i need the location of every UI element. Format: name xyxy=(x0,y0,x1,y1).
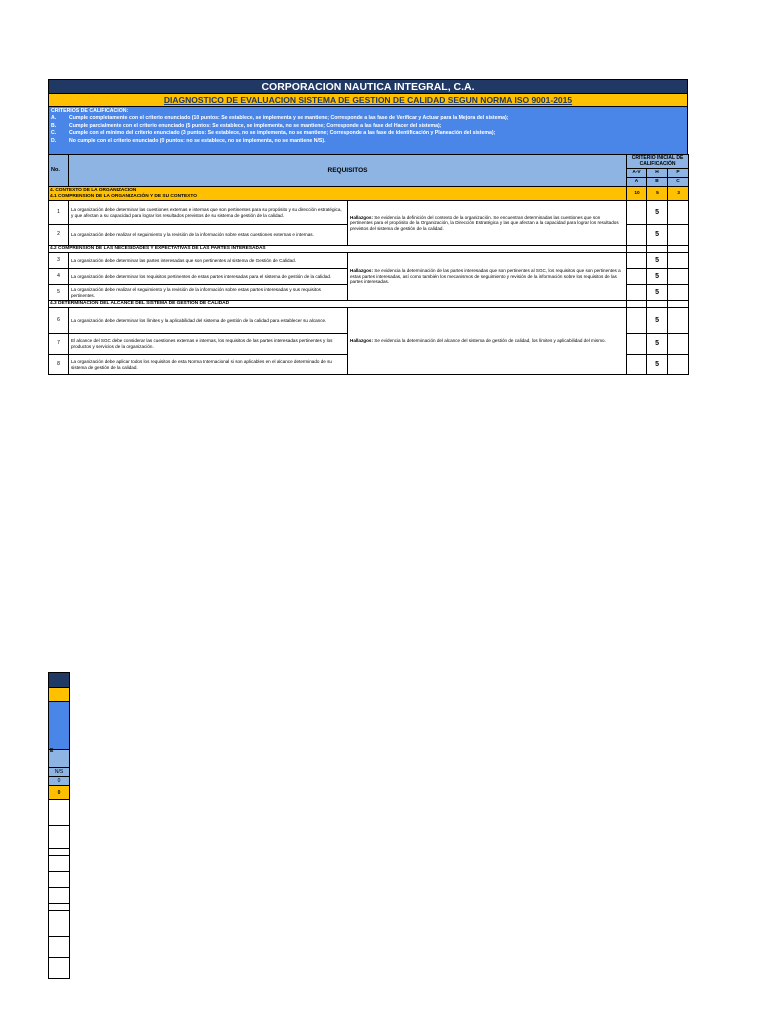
item-number: 2 xyxy=(49,225,69,246)
score-cell-a[interactable] xyxy=(627,285,647,301)
criteria-item: B. Cumple parcialmente con el criterio enunciado (5 puntos: Se establece, se implementa, no se mantiene; Corresponde a las fase del Hacer del sistema); xyxy=(51,122,442,129)
score-cell-c[interactable] xyxy=(668,225,689,246)
criteria-item: C. Cumple con el mínimo del criterio enunciado (3 puntos: Se establece, no se implementa, no se mantiene; Corresponde a las fase de identificación y Planeación del sistema); xyxy=(51,130,496,137)
fragment-cell xyxy=(49,888,69,904)
criteria-item: D. No cumple con el criterio enunciado (0 puntos: no se establece, no se implementa, no se mantiene N/S). xyxy=(51,137,326,144)
fragment-zero-a: 0 xyxy=(49,777,69,786)
fragment-header: E xyxy=(49,750,69,768)
requirement-text: La organización debe aplicar todos los requisitos de esta Norma Internacional si son aplicables en el alcance determinado de su sistema de gestión de la calidad. xyxy=(69,355,348,375)
company-title: CORPORACION NAUTICA INTEGRAL, C.A. xyxy=(48,79,688,93)
score-cell-a[interactable] xyxy=(627,308,647,334)
score-total-a: 10 xyxy=(627,187,647,201)
score-cell-a[interactable] xyxy=(627,334,647,355)
fragment-cell xyxy=(49,826,69,849)
hallazgo-cell: Hallazgos: Se evidencia la definición del contexto de la organización. Se encuentran determinadas las cuestiones que son pertinentes para el propósito de la Organización, la Dirección Estratégica y las que afectan a la capacidad para lograr los resultados previstos del sistema de gestión de la calidad. xyxy=(348,201,627,246)
col-no-header: No. xyxy=(49,155,69,187)
fragment-ns: N/S xyxy=(49,768,69,777)
criteria-block xyxy=(48,106,688,154)
score-cell-c[interactable] xyxy=(668,308,689,334)
fragment-navy xyxy=(49,673,69,688)
score-cell-a[interactable] xyxy=(627,201,647,225)
fragment-cell xyxy=(49,937,69,958)
col-av: A-V xyxy=(627,169,647,178)
requirement-text: El alcance del SGC debe considerar las cuestiones externas e internas, los requisitos de las partes interesadas pertinentes y los productos y servicios de la organización. xyxy=(69,334,348,355)
col-p: P xyxy=(668,169,689,178)
col-h: H xyxy=(647,169,668,178)
score-cell-b[interactable]: 5 xyxy=(647,355,668,375)
section-heading: 4.2 COMPRENSION DE LAS NECESIDADES Y EXPECTATIVAS DE LAS PARTES INTERESADAS xyxy=(49,246,627,253)
score-cell-c[interactable] xyxy=(668,334,689,355)
score-cell-c[interactable] xyxy=(668,269,689,285)
col-letter-c: C xyxy=(668,178,689,187)
item-number: 6 xyxy=(49,308,69,334)
section-heading: 4.3 DETERMINACION DEL ALCANCE DEL SISTEMA DE GESTION DE CALIDAD xyxy=(49,301,627,308)
section-heading: 4. CONTEXTO DE LA ORGANIZACION 4.1 COMPRENSION DE LA ORGANIZACIÓN Y DE SU CONTEXTO xyxy=(49,187,627,201)
col-letter-a: A xyxy=(627,178,647,187)
score-total-c: 3 xyxy=(668,187,689,201)
score-cell-c[interactable] xyxy=(668,285,689,301)
col-letter-b: B xyxy=(647,178,668,187)
page-fragment-column xyxy=(48,672,70,979)
fragment-cell xyxy=(49,958,69,978)
requirement-text: La organización debe determinar las partes interesadas que son pertinentes al sistema de Gestión de Calidad. xyxy=(69,253,348,269)
hallazgo-cell: Hallazgos: Se evidencia la determinación de las partes interesadas que son pertinentes al SGC, los requisitos que son pertinentes a estas partes interesadas, así como también los mecanismos de seguimiento y revisión de la información sobre los requisitos de las partes interesadas. xyxy=(348,253,627,301)
col-requisitos-header: REQUISITOS xyxy=(69,155,627,187)
score-cell-b[interactable]: 5 xyxy=(647,269,668,285)
fragment-cell xyxy=(49,856,69,872)
evaluation-sheet xyxy=(48,79,688,375)
score-cell-b[interactable]: 5 xyxy=(647,308,668,334)
score-cell-b[interactable]: 5 xyxy=(647,201,668,225)
requirements-table xyxy=(48,154,689,375)
fragment-cell xyxy=(49,800,69,826)
score-cell-b[interactable]: 5 xyxy=(647,334,668,355)
item-number: 3 xyxy=(49,253,69,269)
score-cell-a[interactable] xyxy=(627,355,647,375)
requirement-text: La organización debe determinar las cuestiones externas e internas que son pertinentes para su propósito y su dirección estratégica, y que afectan a su capacidad para lograr los resultados previstos de su sistema de gestión de la calidad. xyxy=(69,201,348,225)
score-cell-c[interactable] xyxy=(668,355,689,375)
document-subtitle: DIAGNOSTICO DE EVALUACION SISTEMA DE GESTION DE CALIDAD SEGUN NORMA ISO 9001-2015 xyxy=(48,93,688,106)
fragment-blue xyxy=(49,702,69,750)
score-cell-a[interactable] xyxy=(627,225,647,246)
fragment-cell xyxy=(49,911,69,937)
score-total-b: 5 xyxy=(647,187,668,201)
score-cell-b[interactable]: 5 xyxy=(647,225,668,246)
requirement-text: La organización debe realizar el seguimiento y la revisión de la información sobre estas cuestiones externas e internas. xyxy=(69,225,348,246)
hallazgo-cell: Hallazgos: Se evidencia la determinación del alcance del sistema de gestión de calidad, los límites y aplicabilidad del mismo. xyxy=(348,308,627,375)
item-number: 7 xyxy=(49,334,69,355)
score-cell-b[interactable]: 5 xyxy=(647,285,668,301)
requirement-text: La organización debe realizar el seguimiento y la revisión de la información sobre estas partes interesadas y sus requisitos pertinentes. xyxy=(69,285,348,301)
col-criterio-header: CRITERIO INICIAL DE CALIFICACIÓN xyxy=(627,155,689,169)
score-cell-a[interactable] xyxy=(627,253,647,269)
requirement-text: La organización debe determinar los requisitos pertinentes de estas partes interesadas para el sistema de gestión de la calidad. xyxy=(69,269,348,285)
fragment-cell xyxy=(49,872,69,888)
criteria-item: A. Cumple completamente con el criterio enunciado (10 puntos: Se establece, se implementa y se mantiene; Corresponde a las fase de Verificar y Actuar para la Mejora del sistema); xyxy=(51,115,509,122)
fragment-gap xyxy=(49,904,69,911)
score-cell-c[interactable] xyxy=(668,201,689,225)
item-number: 4 xyxy=(49,269,69,285)
fragment-zero-b: 0 xyxy=(49,786,69,800)
score-cell-b[interactable]: 5 xyxy=(647,253,668,269)
criteria-title: CRITERIOS DE CALIFICACION: xyxy=(51,108,129,114)
item-number: 1 xyxy=(49,201,69,225)
score-cell-a[interactable] xyxy=(627,269,647,285)
fragment-gap xyxy=(49,849,69,856)
item-number: 5 xyxy=(49,285,69,301)
score-cell-c[interactable] xyxy=(668,253,689,269)
fragment-gold xyxy=(49,688,69,702)
requirement-text: La organización debe determinar los límites y la aplicabilidad del sistema de gestión de la calidad para establecer su alcance. xyxy=(69,308,348,334)
item-number: 8 xyxy=(49,355,69,375)
